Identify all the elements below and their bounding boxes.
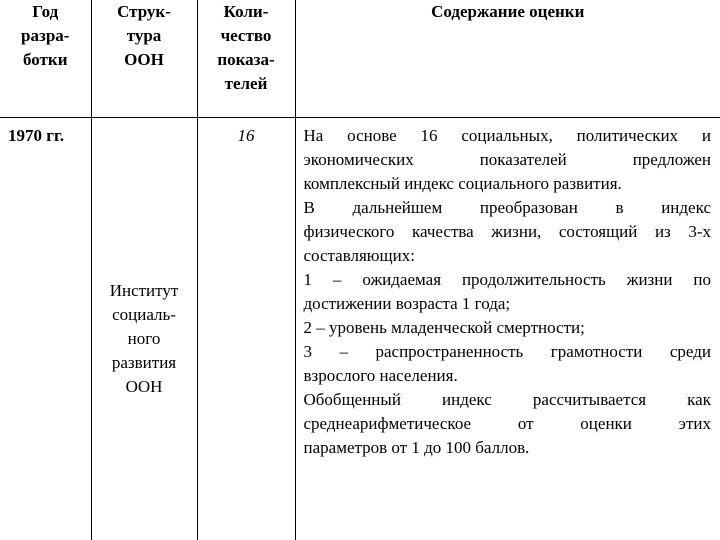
header-structure-line: ООН [124,50,164,69]
cell-count: 16 [197,118,295,540]
content-line: параметров от 1 до 100 баллов. [303,438,530,457]
content-line: 2 – уровень младенческой смертности; [303,318,585,337]
content-line: составляющих: [303,246,415,265]
header-year-line: Год [32,2,59,21]
table-row [0,118,720,540]
cell-structure [91,118,197,540]
content-line: 3 – распространенность грамотности среди [303,342,711,361]
content-line: физического качества жизни, состоящий из 3-х [303,222,711,241]
header-structure [91,0,197,118]
header-structure-line: тура [126,26,162,45]
structure-line: социаль- [112,305,176,324]
cell-year: 1970 гг. [0,118,91,540]
structure-line: ного [127,329,161,348]
header-count-line: показа- [217,50,275,69]
header-row [0,0,720,118]
header-year-line: ботки [23,50,68,69]
header-content: Содержание оценки [295,0,720,118]
header-count-line: Коли- [223,2,269,21]
header-count-line: телей [224,74,268,93]
content-line: 1 – ожидаемая продолжительность жизни по [303,270,711,289]
content-line: достижении возраста 1 года; [303,294,511,313]
cell-content [295,118,720,540]
content-line: среднеарифметическое от оценки этих [303,414,711,433]
content-line: взрослого населения. [303,366,458,385]
header-year [0,0,91,118]
content-line: Обобщенный индекс рассчитывается как [303,390,711,409]
header-structure-line: Струк- [117,2,171,21]
header-count [197,0,295,118]
structure-line: развития [111,353,177,372]
content-line: экономических показателей предложен [303,150,711,169]
content-line: На основе 16 социальных, политических и [303,126,711,145]
header-year-line: разра- [21,26,70,45]
header-count-line: чество [220,26,272,45]
structure-line: ООН [125,377,163,396]
content-line: комплексный индекс социального развития. [303,174,622,193]
content-line: В дальнейшем преобразован в индекс [303,198,711,217]
structure-line: Институт [109,281,179,300]
